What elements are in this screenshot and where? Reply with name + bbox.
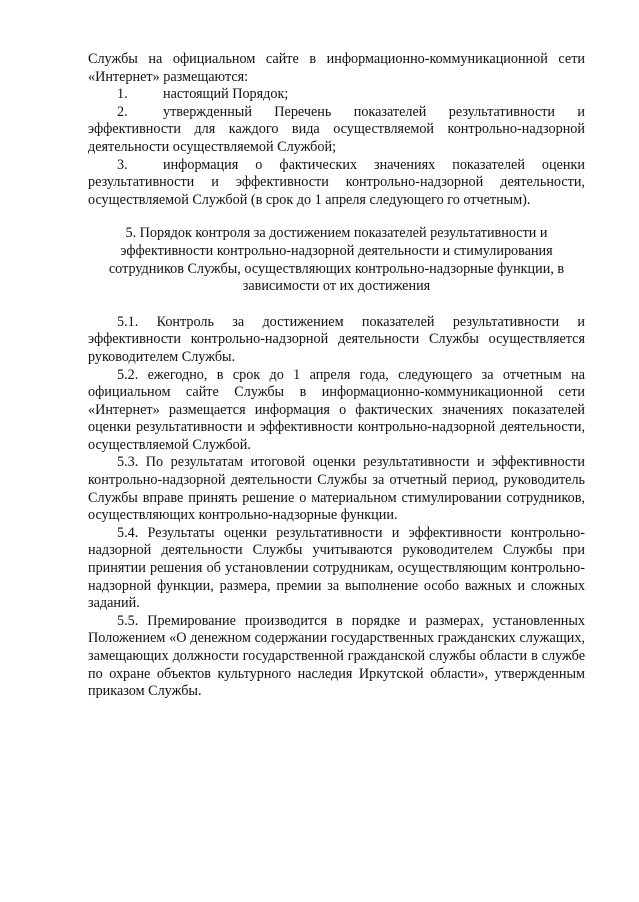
spacer	[88, 296, 585, 314]
list-item-2	[88, 104, 585, 157]
list-item-3	[88, 157, 585, 210]
list-number: 2.	[117, 103, 128, 120]
paragraph-5-3: 5.3. По результатам итоговой оценки результативности и эффективности контрольно-надзорной деятельности Службы за отчетный период, руководитель Службы вправе принять решение о материальном стимулировании сотрудников, осуществляющих контрольно-надзорные функции.	[88, 454, 585, 524]
document-page	[88, 51, 585, 701]
list-number: 1.	[117, 86, 128, 103]
list-text: настоящий Порядок;	[163, 86, 289, 103]
paragraph-5-5: 5.5. Премирование производится в порядке и размерах, установленных Положением «О денежном содержании государственных гражданских служащих, замещающих должности государственной гражданской службы области в службе по охране объектов культурного наследия Иркутской области», утвержденным приказом Службы.	[88, 612, 585, 700]
paragraph-5-1: 5.1. Контроль за достижением показателей результативности и эффективности контрольно-надзорной деятельности Службы осуществляется руководителем Службы.	[88, 313, 585, 365]
paragraph-5-4: 5.4. Результаты оценки результативности и эффективности контрольно-надзорной деятельности Службы учитываются руководителем Службы при принятии решения об установлении сотрудникам, осуществляющим контрольно-надзорной функции, размера, премии за выполнение особо важных и сложных заданий.	[88, 524, 585, 612]
section-heading: 5. Порядок контроля за достижением показателей результативности и эффективности контрольно-надзорной деятельности и стимулирования сотрудников Службы, осуществляющих контрольно-надзорные функции, в зависимости от их достижения	[108, 225, 565, 295]
paragraph-5-2: 5.2. ежегодно, в срок до 1 апреля года, следующего за отчетным на официальном сайте Службы в информационно-коммуникационной сети «Интернет» размещается информация о фактических значениях показателей оценки результативности и эффективности контрольно-надзорной деятельности, осуществляемой Службой.	[88, 366, 585, 453]
list-item-1	[88, 86, 585, 104]
list-text: информация о фактических значениях показателей оценки результативности и эффективности контрольно-надзорной деятельности, осуществляемой Службой (в срок до 1 апреля следующего го отчетным).	[88, 156, 585, 208]
list-number: 3.	[117, 156, 128, 173]
intro-paragraph: Службы на официальном сайте в информационно-коммуникационной сети «Интернет» размещаются:	[88, 51, 585, 85]
list-text: утвержденный Перечень показателей результативности и эффективности для каждого вида осуществляемой контрольно-надзорной деятельности осуществляемой Службой;	[88, 103, 585, 155]
